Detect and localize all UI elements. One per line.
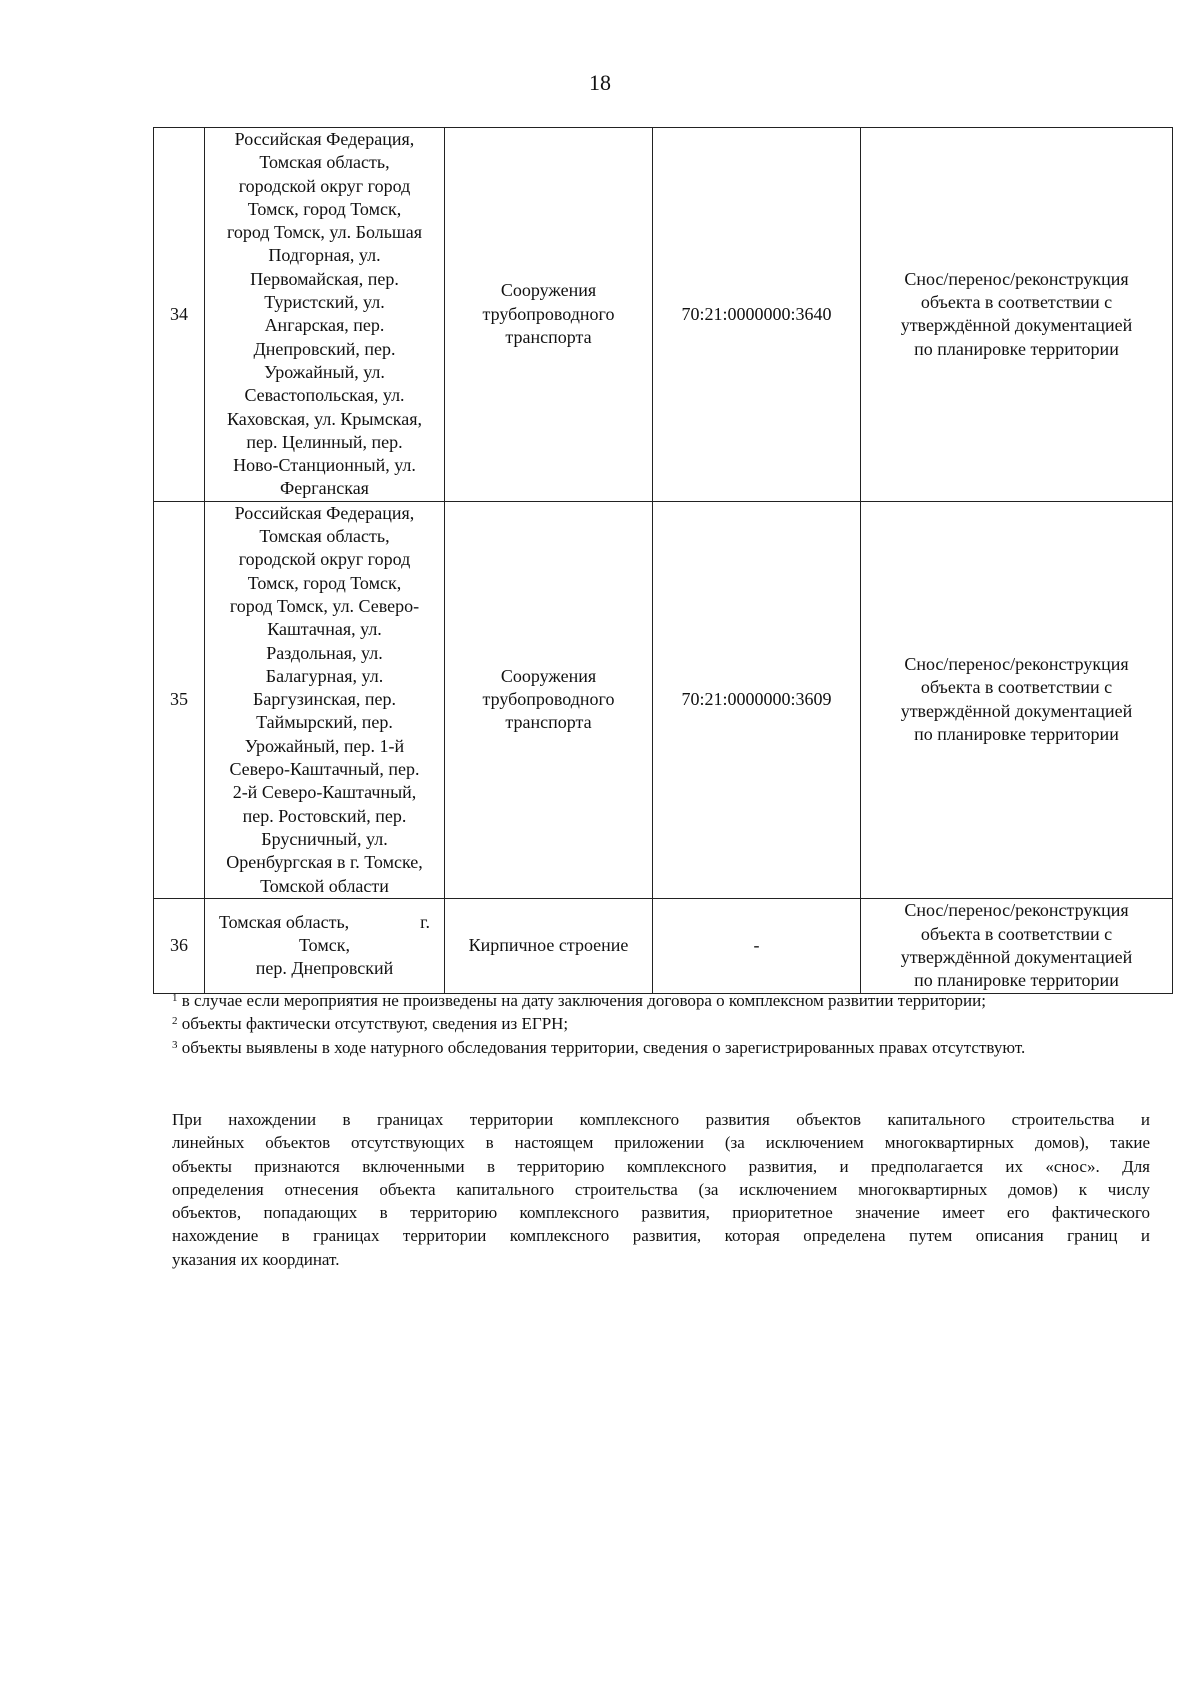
address-line: Днепровский, пер. <box>253 338 396 359</box>
object-type-line: Сооружения <box>500 280 597 301</box>
action-cell <box>861 898 1173 993</box>
table-row <box>154 501 1173 898</box>
footnote-text: объекты выявлены в ходе натурного обследования территории, сведения о зарегистрированных правах отсутствуют. <box>181 1037 1026 1057</box>
object-type-line: трубопроводного <box>482 689 615 710</box>
address-line: Севастопольская, ул. <box>244 385 405 406</box>
address-line: Томск, город Томск, <box>247 198 402 219</box>
address-line: Томская область, <box>259 152 390 173</box>
address-line: Каштачная, ул. <box>267 619 382 640</box>
table-row <box>154 128 1173 502</box>
object-type-cell: Кирпичное строение <box>445 898 653 993</box>
address-line: Урожайный, пер. 1-й <box>244 735 405 756</box>
footnote-mark: 3 <box>172 1038 178 1051</box>
footnote-text: в случае если мероприятия не произведены на дату заключения договора о комплексном развитии территории; <box>181 991 986 1010</box>
address-line: Брусничный, ул. <box>261 828 388 849</box>
cadastral-number: 70:21:0000000:3609 <box>653 501 861 898</box>
paragraph-line: указания их координат. <box>172 1249 340 1269</box>
address-line: 2-й Северо-Каштачный, <box>232 782 417 803</box>
address-line: Балагурная, ул. <box>265 665 384 686</box>
address-line <box>215 911 434 934</box>
address-cell <box>205 128 445 502</box>
body-paragraph <box>172 1108 1150 1271</box>
address-line: Каховская, ул. Крымская, <box>226 408 423 429</box>
action-line: объекта в соответствии с <box>920 923 1113 944</box>
object-type-cell <box>445 501 653 898</box>
object-type-line: транспорта <box>505 327 592 348</box>
address-line: город Томск, ул. Большая <box>226 222 423 243</box>
paragraph-line: объектов, попадающих в территорию комплексного развития, приоритетное значение имеет его фактического <box>172 1203 1150 1223</box>
page-number: 18 <box>589 70 611 95</box>
object-type-line: Сооружения <box>500 665 597 686</box>
address-line: Ферганская <box>280 478 369 499</box>
address-line: Томск, город Томск, <box>247 572 402 593</box>
action-line: объекта в соответствии с <box>920 292 1113 313</box>
paragraph-line: При нахождении в границах территории комплексного развития объектов капитального строительства и <box>172 1110 1150 1129</box>
cadastral-number: - <box>653 898 861 993</box>
footnote <box>172 1036 1150 1059</box>
address-line: пер. Ростовский, пер. <box>242 805 407 826</box>
address-cell <box>205 501 445 898</box>
object-type-cell <box>445 128 653 502</box>
address-line: Российская Федерация, <box>234 129 415 149</box>
address-line: Северо-Каштачный, пер. <box>229 759 420 780</box>
address-line: Оренбургская в г. Томске, <box>226 852 423 873</box>
address-line: Туристский, ул. <box>264 292 385 313</box>
footnote-mark: 1 <box>172 992 178 1004</box>
address-line: пер. Днепровский <box>255 958 394 979</box>
footnote-text: объекты фактически отсутствуют, сведения из ЕГРН; <box>181 1014 569 1034</box>
address-line: Раздольная, ул. <box>266 642 383 663</box>
address-line: Ново-Станционный, ул. <box>233 455 416 476</box>
footnote <box>172 1012 1150 1035</box>
address-line: городской округ город <box>238 175 411 196</box>
address-line: Урожайный, ул. <box>264 361 385 382</box>
paragraph-line: линейных объектов отсутствующих в настоящем приложении (за исключением многоквартирных домов), такие <box>172 1133 1150 1153</box>
object-type-line: транспорта <box>505 712 592 733</box>
footnote-mark: 2 <box>172 1015 178 1028</box>
action-line: по планировке территории <box>914 970 1119 991</box>
address-line: Томской области <box>260 875 389 896</box>
address-line: Подгорная, ул. <box>268 245 381 266</box>
action-line: по планировке территории <box>914 338 1119 359</box>
row-number: 34 <box>154 128 205 502</box>
action-line: утверждённой документацией <box>900 700 1133 721</box>
address-line: городской округ город <box>238 549 411 570</box>
action-line: Снос/перенос/реконструкция <box>904 900 1129 921</box>
address-region: Томская область, <box>219 911 350 932</box>
action-line: Снос/перенос/реконструкция <box>904 268 1129 289</box>
paragraph-line: нахождение в границах территории комплексного развития, которая определена путем описания границ и <box>172 1226 1150 1246</box>
address-line: Таймырский, пер. <box>256 712 393 733</box>
action-cell <box>861 501 1173 898</box>
address-line: Баргузинская, пер. <box>253 689 396 710</box>
action-line: утверждённой документацией <box>900 315 1133 336</box>
address-line: Первомайская, пер. <box>250 268 399 289</box>
paragraph-line: объекты признаются включенными в территорию комплексного развития, и предполагается их «снос». Для <box>172 1156 1150 1176</box>
objects-table <box>153 127 1173 994</box>
address-line: пер. Целинный, пер. <box>246 431 403 452</box>
footnote <box>172 989 1150 1012</box>
footnotes <box>172 989 1150 1059</box>
address-line: Российская Федерация, <box>234 502 415 523</box>
address-line: город Томск, ул. Северо- <box>229 595 420 616</box>
address-line: Томская область, <box>259 526 390 547</box>
table-row <box>154 898 1173 993</box>
paragraph-line: определения отнесения объекта капитального строительства (за исключением многоквартирных домов) к числу <box>172 1179 1150 1199</box>
cadastral-number: 70:21:0000000:3640 <box>653 128 861 502</box>
action-line: Снос/перенос/реконструкция <box>904 654 1129 675</box>
address-cell <box>205 898 445 993</box>
row-number: 35 <box>154 501 205 898</box>
address-line: Томск, <box>299 935 350 956</box>
action-line: по планировке территории <box>914 724 1119 745</box>
address-city-prefix: г. <box>420 911 430 932</box>
row-number: 36 <box>154 898 205 993</box>
action-line: утверждённой документацией <box>900 946 1133 967</box>
action-cell <box>861 128 1173 502</box>
action-line: объекта в соответствии с <box>920 677 1113 698</box>
object-type-line: трубопроводного <box>482 303 615 324</box>
address-line: Ангарская, пер. <box>264 315 385 336</box>
